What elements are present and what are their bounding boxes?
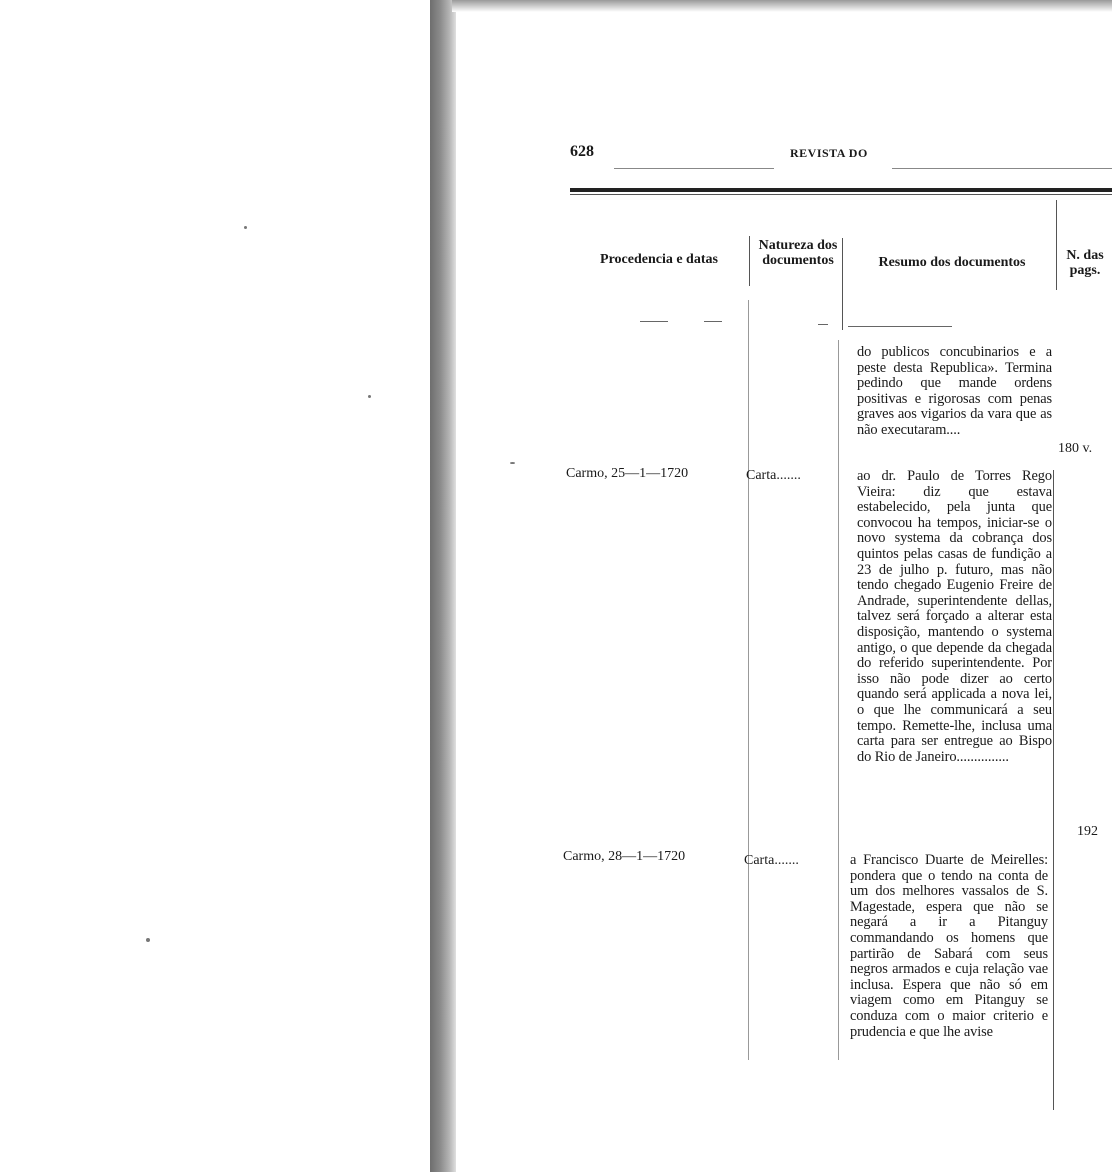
row-nature: Carta.......: [744, 853, 799, 868]
table-top-rule: [570, 188, 1112, 192]
table-top-rule: [570, 194, 1112, 195]
running-head: REVISTA DO: [790, 146, 868, 160]
header-rule: [614, 168, 774, 169]
row-source: Carmo, 25—1—1720: [566, 466, 689, 481]
header-underline: [640, 321, 668, 322]
row-source: Carmo, 28—1—1720: [563, 849, 686, 864]
column-header-source: Procedencia e datas: [600, 252, 718, 267]
book-spine-shadow: [430, 0, 456, 1172]
paper-speck: [510, 462, 515, 464]
row-pages: 180 v.: [1058, 441, 1093, 456]
row-summary: a Francisco Duarte de Meirelles: pondera que o tendo na conta de um dos melhores vassalos de S. Magestade, espera que não se negará a ir a Pitanguy commandando os homens que partirão de Sabará com seus negros armados e cuja relação vae inclusa. Espera que não só em viagem como em Pitanguy se conduza com o maior criterio e prudencia e que lhe avise: [850, 852, 1048, 1040]
row-nature: Carta.......: [746, 468, 801, 483]
column-header-summary: Resumo dos documentos: [878, 255, 1026, 270]
column-divider: [842, 238, 843, 330]
paper-speck: [368, 395, 371, 398]
column-divider: [1056, 200, 1057, 290]
header-underline: [818, 324, 828, 325]
page-top-shadow: [452, 0, 1112, 12]
column-divider: [838, 340, 839, 1060]
column-divider: [748, 300, 749, 1060]
paper-speck: [244, 226, 247, 229]
header-rule: [892, 168, 1112, 169]
column-divider: [1053, 470, 1054, 1110]
column-header-nature: Natureza dos documentos: [758, 238, 838, 268]
row-summary: ao dr. Paulo de Torres Rego Vieira: diz que estava estabelecido, pela junta que convocou ha tempos, iniciar-se o novo systema da cobrança dos quintos pelas casas de fundição a 23 de julho p. futuro, mas não tendo chegado Eugenio Freire de Andrade, superintendente dellas, talvez será forçado a alterar esta disposição, mantendo o systema antigo, o que depende da chegada do referido superintendente. Por isso não pode dizer ao certo quando será applicada a nova lei, o que lhe communicará a seu tempo. Remette-lhe, inclusa uma carta para ser entregue ao Bispo do Rio de Janeiro...............: [857, 468, 1052, 765]
page-number: 628: [570, 143, 594, 160]
header-underline: [848, 326, 952, 327]
header-underline: [704, 321, 722, 322]
column-header-pages: N. das pags.: [1066, 248, 1104, 278]
row-summary: do publicos concubinarios e a peste desta Republica». Termina pedindo que mande ordens positivas e rigorosas com penas graves aos vigarios da vara que as não executaram....: [857, 344, 1052, 438]
column-divider: [749, 236, 750, 286]
row-pages: 192: [1077, 824, 1098, 839]
paper-speck: [146, 938, 150, 942]
